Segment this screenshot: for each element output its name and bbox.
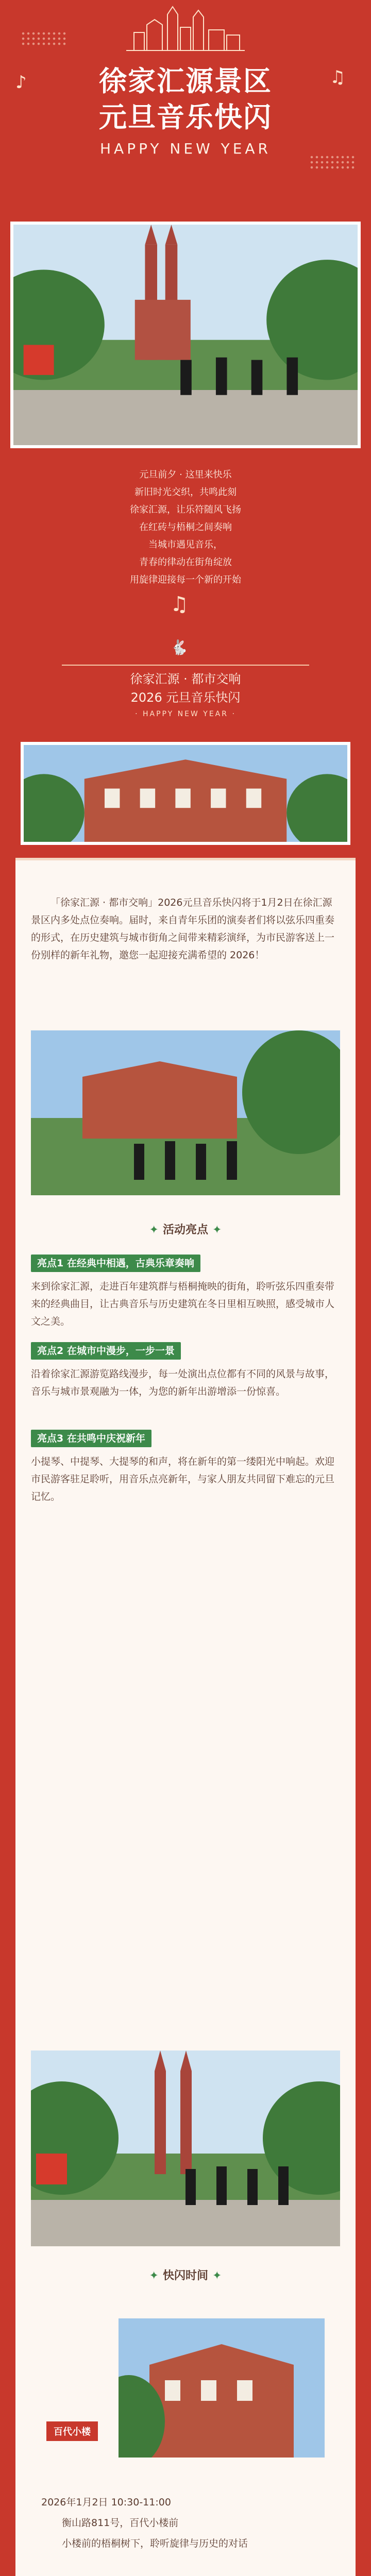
music-note-icon: ♪	[15, 72, 27, 93]
star-icon: ✦	[212, 2269, 222, 2282]
ribbon-title-1	[0, 670, 371, 718]
poem-line: 青春的律动在街角绽放	[139, 557, 232, 568]
star-icon: ✦	[149, 1224, 159, 1236]
highlight-head-2: 亮点2 在城市中漫步，一步一景	[31, 1342, 181, 1360]
highlight-head-1: 亮点1 在经典中相遇，古典乐章奏响	[31, 1255, 200, 1272]
ribbon-line1: 徐家汇源 · 都市交响	[130, 672, 241, 686]
hero-photo-cathedral-quartet	[10, 222, 361, 448]
highlight-body-3: 小提琴、中提琴、大提琴的和声，将在新年的第一缕阳光中响起。欢迎市民游客驻足聆听，用音乐点亮新年，与家人朋友共同留下难忘的元旦记忆。	[31, 1456, 335, 1502]
music-note-icon: ♫	[170, 592, 189, 616]
poem-line: 用旋律迎接每一个新的开始	[130, 574, 241, 585]
intro-paragraph: 「徐家汇源 · 都市交响」2026元旦音乐快闪将于1月2日在徐汇源景区内多处点位奏响。届时，来自青年乐团的演奏者们将以弦乐四重奏的形式，在历史建筑与城市街角之间带来精彩演绎，为市民游客送上一份别样的新年礼物，邀您一起迎接充满希望的 2026！	[31, 897, 335, 961]
highlights-title-text: 活动亮点	[162, 1224, 208, 1236]
ribbon-line2: 2026 元旦音乐快闪	[130, 690, 241, 705]
page-title-line1: 徐家汇源景区	[99, 64, 272, 97]
time-title-text: 快闪时间	[162, 2269, 208, 2282]
session-note-1: 小楼前的梧桐树下，聆听旋律与历史的对话	[62, 2538, 248, 2549]
rabbit-mascot-icon: 🐇	[170, 639, 188, 656]
star-icon: ✦	[149, 2269, 159, 2282]
photo-quartet-courtyard	[31, 1030, 340, 1195]
poem-line: 在红砖与梧桐之间奏响	[139, 522, 232, 533]
photo-quartet-cathedral	[31, 2050, 340, 2246]
highlights-title	[0, 1221, 371, 1237]
highlight-head-3: 亮点3 在共鸣中庆祝新年	[31, 1430, 151, 1447]
photo-historic-building	[21, 742, 350, 845]
poem-line: 新旧时光交织，共鸣此刻	[134, 487, 237, 498]
ribbon-divider	[62, 665, 309, 666]
star-icon: ✦	[212, 1224, 222, 1236]
poem-line: 元旦前夕 · 这里来快乐	[139, 469, 232, 480]
header-subtitle: HAPPY NEW YEAR	[100, 140, 271, 157]
photo-pathe-building	[119, 2318, 325, 2458]
music-note-icon: ♫	[330, 67, 346, 88]
skyline-illustration	[124, 4, 247, 53]
session-time-1: 2026年1月2日 10:30-11:00	[41, 2497, 171, 2508]
ribbon-hny: · HAPPY NEW YEAR ·	[135, 710, 236, 718]
header	[0, 0, 371, 206]
poem-line: 当城市遇见音乐，	[148, 539, 223, 550]
session-address-1: 衡山路811号，百代小楼前	[62, 2517, 179, 2529]
decor-dots	[21, 31, 67, 46]
highlight-body-1: 来到徐家汇源，走进百年建筑群与梧桐掩映的街角，聆听弦乐四重奏带来的经典曲目，让古典音乐与历史建筑在冬日里相互映照，感受城市人文之美。	[31, 1281, 335, 1327]
intro-poem	[0, 466, 371, 589]
page-title-line2: 元旦音乐快闪	[99, 100, 272, 133]
session-tag-1: 百代小楼	[46, 2421, 98, 2441]
time-title	[0, 2267, 371, 2283]
poem-line: 徐家汇源，让乐符随风飞扬	[130, 504, 241, 515]
highlight-body-2: 沿着徐家汇源游览路线漫步，每一处演出点位都有不同的风景与故事，音乐与城市景观融为一体，为您的新年出游增添一份惊喜。	[31, 1368, 335, 1397]
